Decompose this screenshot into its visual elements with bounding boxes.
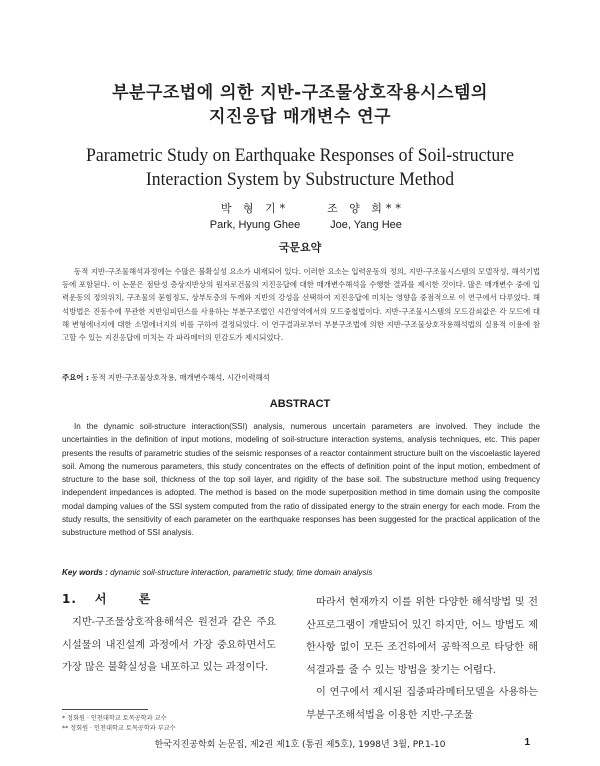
footnotes — [62, 714, 282, 734]
section-title: 서 론 — [94, 592, 165, 606]
footnote-1: * 정회원 · 인천대학교 토목공학과 교수 — [62, 715, 167, 722]
english-abstract-heading: ABSTRACT — [269, 398, 331, 410]
korean-keywords-label: 주요어 : — [62, 373, 89, 382]
body-right-paragraph-1: 따라서 현재까지 이를 위한 다양한 해석방법 및 전산프로그램이 개발되어 있긴 하지만, 어느 방법도 제한사항 없이 모든 조건하에서 공학적으로 타당한 해석결과를 줄 수 있는 방법을 찾기는 어렵다. — [306, 597, 538, 676]
english-keywords-label: Key words : — [62, 568, 108, 577]
author-2-english-name: Joe, Yang Hee — [330, 219, 402, 231]
section-number: 1. — [62, 592, 77, 606]
title-english-line-1: Parametric Study on Earthquake Responses of Soil-structure — [86, 145, 514, 166]
footnote-divider — [62, 709, 148, 710]
author-1 — [200, 200, 310, 231]
author-1-korean-name: 박 형 기* — [220, 202, 290, 215]
title-english-line-2: Interaction System by Substructure Method — [145, 169, 455, 190]
author-2 — [316, 200, 416, 231]
title-korean-line-1: 부분구조법에 의한 지반-구조물상호작용시스템의 — [112, 83, 488, 103]
author-2-korean-name: 조 양 희** — [327, 202, 405, 215]
section-heading-introduction — [62, 590, 164, 607]
korean-abstract-heading: 국문요약 — [278, 241, 322, 254]
korean-keywords — [62, 372, 540, 383]
author-1-english-name: Park, Hyung Ghee — [209, 219, 301, 231]
body-right-paragraph-2: 이 연구에서 제시된 집중파라메터모델을 사용하는 부분구조해석법을 이용한 지반-구조물 — [306, 687, 538, 721]
english-abstract-text: In the dynamic soil-structure interaction(SSI) analysis, numerous uncertain parameters are involved. They include the uncertainties in the definition of input motions, modeling of soil-structure interaction systems, analysis techniques, etc. This paper presents the results of parametric studies of the seismic responses of a reactor containment structure built on the viscoelastic layered soil. Among the numerous parameters, this study concentrates on the effects of definition point of the input motion, embedment of structure to the base soil, thickness of the top soil layer, and rigidity of the base soil. The substructure method using frequency independent impedances is adopted. The method is based on the mode superposition method in time domain using the composite modal damping values of the SSI system computed from the ratio of dissipated energy to the strain energy for each mode. From the study results, the sensitivity of each parameter on the earthquake responses has been suggested for the practical application of the substructure method of SSI analysis. — [62, 422, 540, 538]
korean-keywords-text: 동적 지반-구조물상호작용, 매개변수해석, 시간이력해석 — [88, 373, 270, 382]
footnote-2: ** 정회원 · 인천대학교 토목공학과 부교수 — [62, 725, 176, 732]
body-right-column — [306, 592, 538, 728]
english-keywords-text: dynamic soil-structure interaction, parametric study, time domain analysis — [107, 568, 373, 577]
korean-abstract-text: 동적 지반-구조물해석과정에는 수많은 불확실성 요소가 내재되어 있다. 이러한 요소는 입력운동의 정의, 지반-구조물시스템의 모델작성, 해석기법 등에 포함된다. 이 논문은 점탄성 층상지반상의 원자로건물의 지진응답에 대한 매개변수해석을 수행한 결과를 제시한 것이다. 많은 매개변수 중에 입력운동의 정의위치, 구조물의 묻힘정도, 상부토층의 두께와 지반의 강성을 선택하여 지진응답에 미치는 영향을 중점적으로 이 연구에서 다루었다. 해석방법은 진동수에 무관한 지반임피던스를 사용하는 부분구조법인 시간영역에서의 모드중첩법이다. 지반-구조물시스템의 모드감쇠값은 각 모드에 대해 변형에너지에 대한 소멸에너지의 비를 구하여 결정되었다. 이 연구결과로부터 부분구조법에 의한 지반-구조물상호작용해석법의 실용적 이용에 참고할 수 있는 지진응답에 미치는 각 파라메터의 민감도가 제시되었다. — [62, 267, 540, 343]
running-footer: 한국지진공학회 논문집, 제2권 제1호 (통권 제5호), 1998년 3월, PP.1-10 — [154, 740, 446, 750]
page-number: 1 — [524, 737, 530, 748]
title-korean-line-2: 지진응답 매개변수 연구 — [208, 107, 392, 127]
english-keywords — [62, 568, 540, 577]
body-left-column: 지반-구조물상호작용해석은 원전과 같은 주요 시설물의 내진설계 과정에서 가장 중요하면서도 가장 많은 불확실성을 내포하고 있는 과정이다. — [62, 617, 276, 674]
